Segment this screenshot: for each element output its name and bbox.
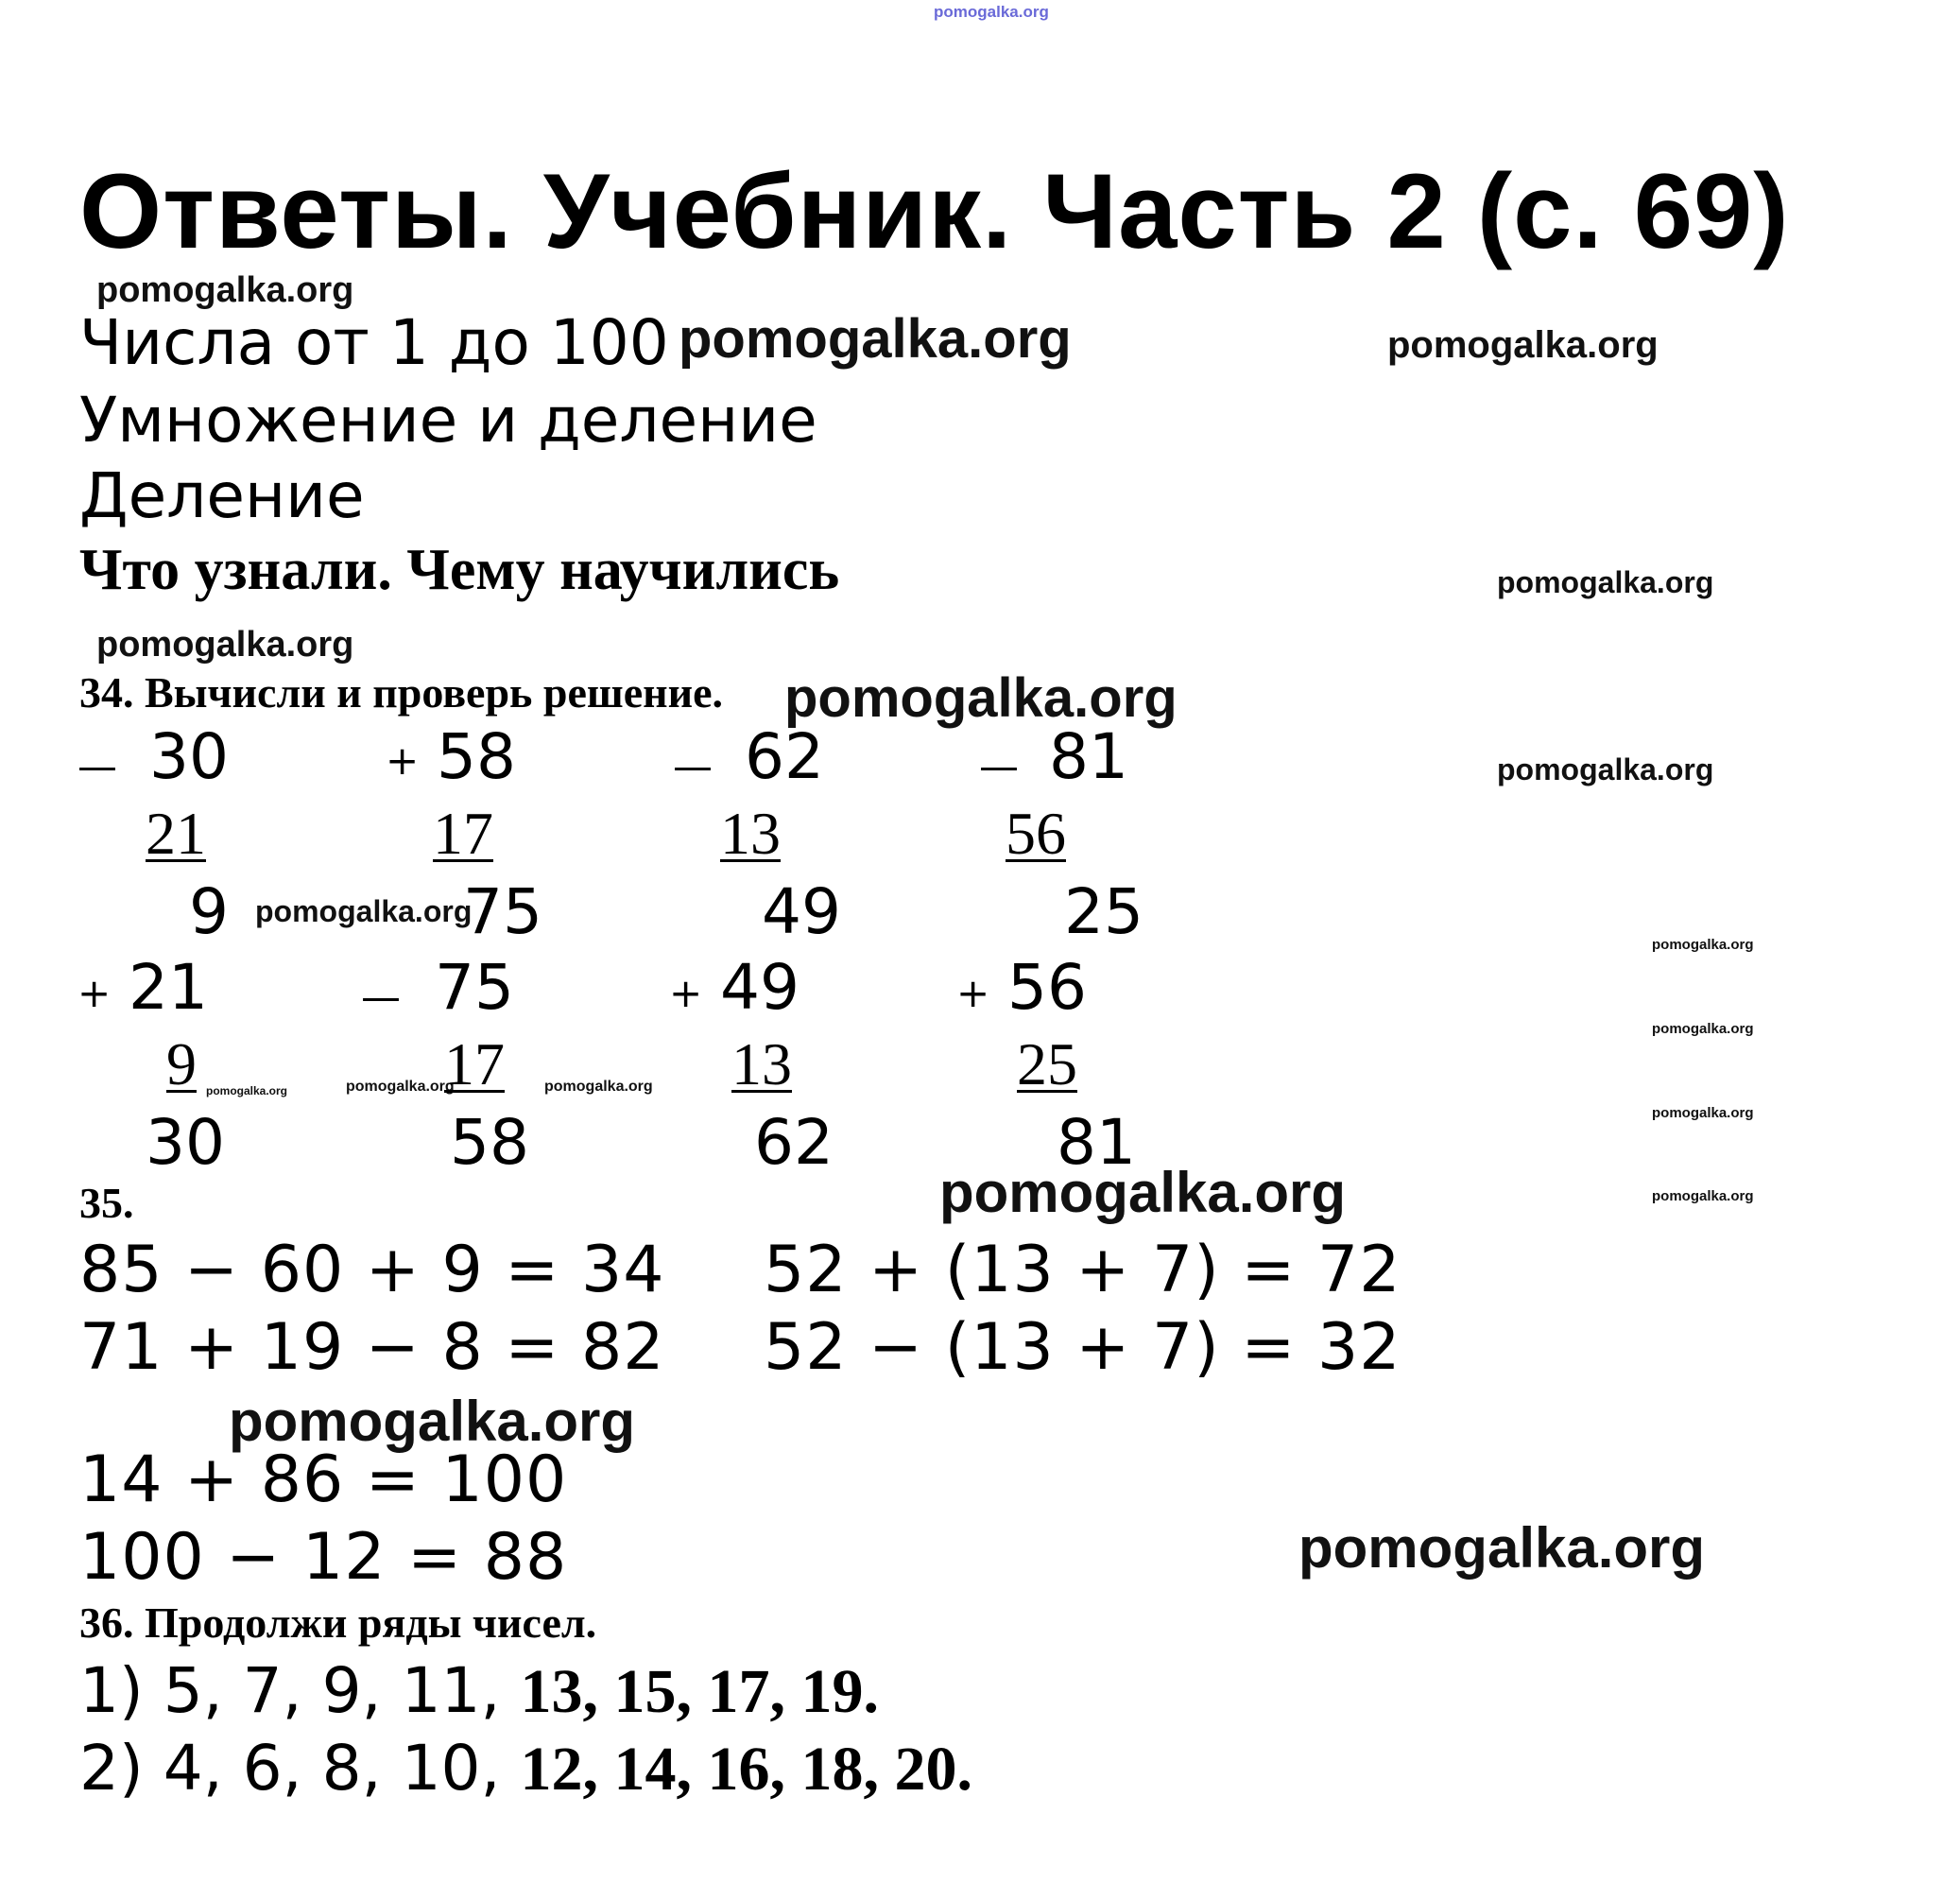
operand: 56 — [1007, 951, 1087, 1024]
operand: 21 — [129, 951, 208, 1024]
watermark: pomogalka.org — [96, 270, 354, 310]
operator-plus: + — [956, 970, 990, 1016]
equation: 14 + 86 = 100 — [79, 1442, 568, 1517]
result: 58 — [450, 1106, 529, 1179]
equation: 100 − 12 = 88 — [79, 1520, 568, 1595]
watermark: pomogalka.org — [1652, 1105, 1754, 1121]
result: 75 — [463, 875, 542, 948]
task-34-label: 34. Вычисли и проверь решение. — [79, 668, 724, 717]
operator-plus: + — [386, 737, 420, 784]
task-35-label: 35. — [79, 1179, 134, 1227]
equation: 85 − 60 + 9 = 34 — [79, 1233, 665, 1307]
sequence-row-2 — [79, 1732, 973, 1805]
operator-minus: — — [979, 743, 1019, 789]
operand: 30 — [149, 720, 229, 793]
operand: 58 — [437, 720, 516, 793]
watermark: pomogalka.org — [1387, 324, 1659, 366]
operator-minus: — — [673, 743, 713, 789]
sequence-answer: 12, 14, 16, 18, 20. — [520, 1735, 973, 1804]
section-heading: Числа от 1 до 100 — [79, 306, 669, 379]
sequence-given: 1) 5, 7, 9, 11, — [79, 1654, 501, 1727]
operand-underlined: 25 — [1017, 1030, 1077, 1097]
watermark: pomogalka.org — [229, 1390, 636, 1453]
operand-underlined: 17 — [444, 1030, 505, 1097]
watermark: pomogalka.org — [255, 894, 473, 928]
sequence-given: 2) 4, 6, 8, 10, — [79, 1732, 501, 1805]
equation: 52 − (13 + 7) = 32 — [764, 1310, 1401, 1385]
operand: 75 — [435, 951, 514, 1024]
task-36-label: 36. Продолжи ряды чисел. — [79, 1598, 597, 1647]
topic-heading: Деление — [79, 459, 365, 532]
sequence-answer: 13, 15, 17, 19. — [520, 1657, 880, 1726]
watermark: pomogalka.org — [1497, 752, 1714, 786]
watermark: pomogalka.org — [1652, 937, 1754, 953]
page-title: Ответы. Учебник. Часть 2 (с. 69) — [79, 152, 1790, 270]
operator-plus: + — [77, 970, 112, 1016]
subsection-heading: Умножение и деление — [79, 384, 817, 457]
watermark: pomogalka.org — [1652, 1188, 1754, 1204]
result: 62 — [754, 1106, 834, 1179]
result: 30 — [146, 1106, 225, 1179]
result: 25 — [1064, 875, 1143, 948]
operand-underlined: 9 — [166, 1030, 197, 1097]
operand: 81 — [1049, 720, 1128, 793]
operand: 49 — [720, 951, 799, 1024]
top-watermark: pomogalka.org — [934, 3, 1049, 21]
sequence-row-1 — [79, 1654, 880, 1727]
result: 9 — [189, 875, 229, 948]
result: 49 — [762, 875, 841, 948]
operand-underlined: 13 — [720, 800, 781, 867]
watermark: pomogalka.org — [1298, 1516, 1706, 1580]
watermark: pomogalka.org — [939, 1161, 1347, 1224]
watermark: pomogalka.org — [784, 667, 1178, 729]
operator-plus: + — [669, 970, 703, 1016]
operand-underlined: 21 — [146, 800, 206, 867]
operand: 62 — [745, 720, 824, 793]
result: 81 — [1057, 1106, 1136, 1179]
watermark: pomogalka.org — [544, 1079, 653, 1095]
watermark: pomogalka.org — [679, 308, 1072, 370]
watermark: pomogalka.org — [346, 1079, 455, 1095]
watermark: pomogalka.org — [1652, 1021, 1754, 1037]
operand-underlined: 17 — [433, 800, 493, 867]
operand-underlined: 56 — [1006, 800, 1066, 867]
watermark: pomogalka.org — [206, 1084, 288, 1097]
lesson-heading: Что узнали. Чему научились — [79, 538, 840, 602]
watermark: pomogalka.org — [1497, 565, 1714, 599]
operator-minus: — — [361, 974, 401, 1020]
operator-minus: — — [77, 743, 117, 789]
operand-underlined: 13 — [731, 1030, 792, 1097]
equation: 52 + (13 + 7) = 72 — [764, 1233, 1401, 1307]
watermark: pomogalka.org — [96, 625, 354, 665]
equation: 71 + 19 − 8 = 82 — [79, 1310, 665, 1385]
